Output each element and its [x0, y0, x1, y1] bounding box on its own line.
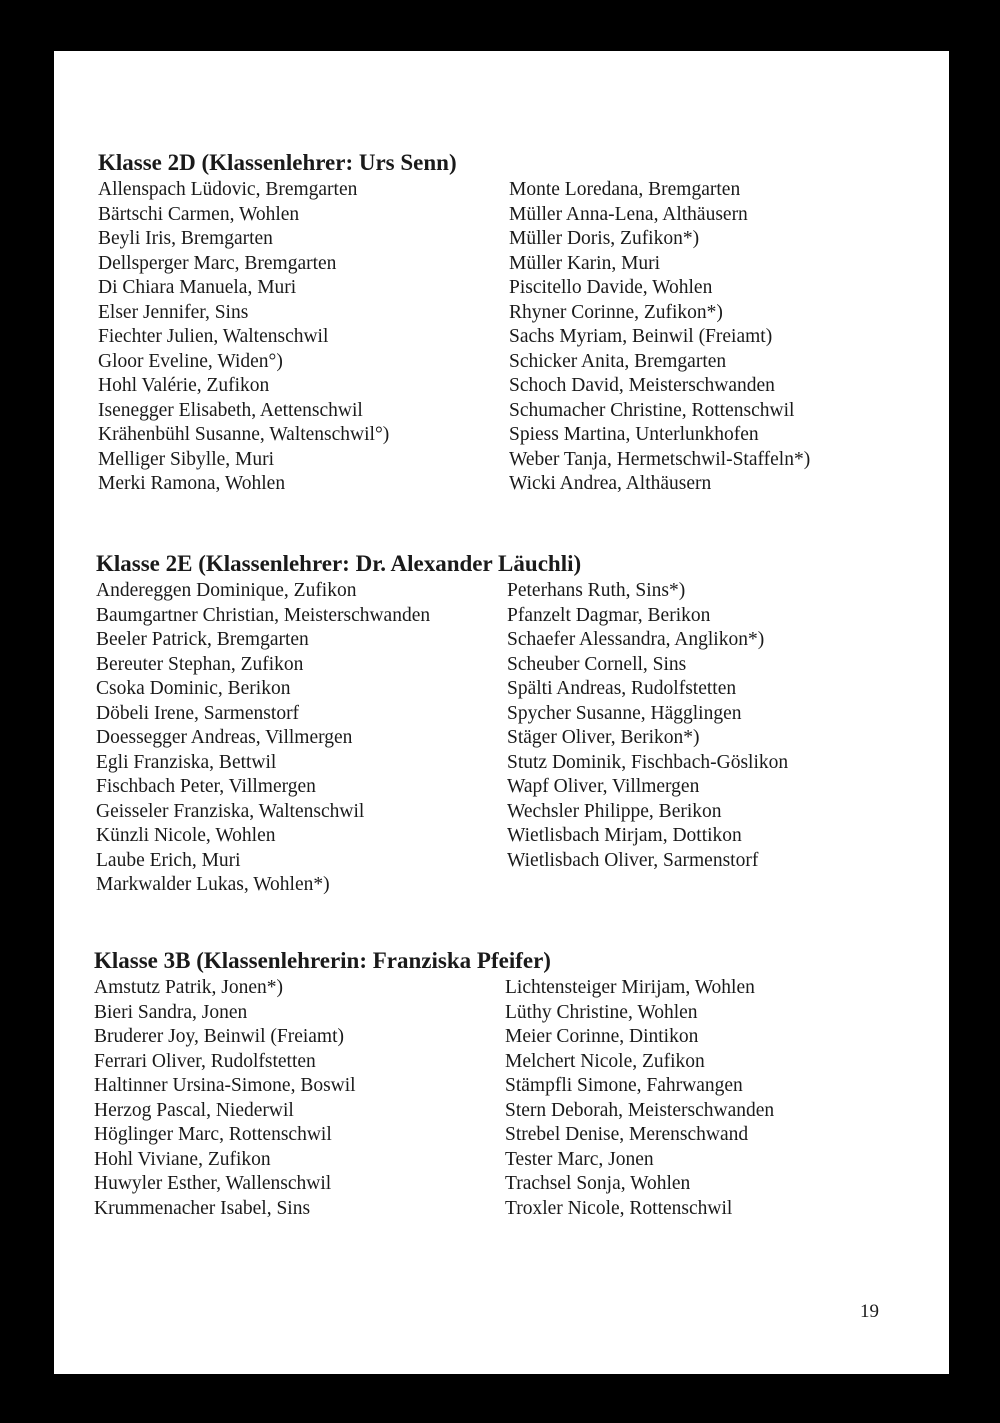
list-item: Spiess Martina, Unterlunkhofen — [509, 424, 759, 445]
list-item: Huwyler Esther, Wallenschwil — [94, 1173, 332, 1194]
list-item: Müller Anna-Lena, Althäusern — [509, 203, 748, 225]
student-list-left — [94, 976, 356, 1221]
list-item: Spycher Susanne, Hägglingen — [507, 702, 742, 724]
list-item: Markwalder Lukas, Wohlen*) — [96, 874, 330, 895]
list-item: Bruderer Joy, Beinwil (Freiamt) — [94, 1026, 345, 1047]
list-item: Tester Marc, Jonen — [505, 1148, 654, 1170]
list-item: Melliger Sibylle, Muri — [98, 448, 275, 470]
list-item: Scheuber Cornell, Sins — [507, 653, 687, 675]
list-item: Wechsler Philippe, Berikon — [507, 800, 722, 822]
list-item: Melchert Nicole, Zufikon — [505, 1050, 705, 1072]
list-item: Schoch David, Meisterschwanden — [509, 375, 775, 396]
list-item: Pfanzelt Dagmar, Berikon — [507, 604, 711, 626]
list-item: Strebel Denise, Merenschwand — [505, 1124, 749, 1145]
list-item: Laube Erich, Muri — [96, 849, 241, 871]
list-item: Schaefer Alessandra, Anglikon*) — [507, 629, 765, 650]
list-item: Künzli Nicole, Wohlen — [96, 825, 276, 846]
class-section-2d — [98, 148, 811, 494]
list-item: Döbeli Irene, Sarmenstorf — [96, 702, 300, 724]
list-item: Baumgartner Christian, Meisterschwanden — [96, 604, 431, 626]
list-item: Herzog Pascal, Niederwil — [94, 1099, 294, 1121]
list-item: Wicki Andrea, Althäusern — [509, 473, 712, 494]
list-item: Bieri Sandra, Jonen — [94, 1001, 248, 1023]
list-item: Csoka Dominic, Berikon — [96, 678, 291, 699]
list-item: Elser Jennifer, Sins — [98, 301, 249, 323]
list-item: Meier Corinne, Dintikon — [505, 1026, 699, 1047]
list-item: Krähenbühl Susanne, Waltenschwil°) — [98, 424, 390, 445]
list-item: Piscitello Davide, Wohlen — [509, 277, 713, 298]
list-item: Fischbach Peter, Villmergen — [96, 776, 316, 797]
list-item: Peterhans Ruth, Sins*) — [507, 580, 686, 601]
list-item: Troxler Nicole, Rottenschwil — [505, 1197, 733, 1219]
list-item: Wietlisbach Mirjam, Dottikon — [507, 825, 742, 846]
list-item: Schumacher Christine, Rottenschwil — [509, 399, 795, 421]
list-item: Beyli Iris, Bremgarten — [98, 228, 273, 249]
list-item: Beeler Patrick, Bremgarten — [96, 629, 309, 650]
list-item: Höglinger Marc, Rottenschwil — [94, 1124, 332, 1145]
list-item: Rhyner Corinne, Zufikon*) — [509, 301, 723, 323]
list-item: Hohl Valérie, Zufikon — [98, 375, 270, 396]
list-item: Trachsel Sonja, Wohlen — [505, 1173, 691, 1194]
list-item: Bärtschi Carmen, Wohlen — [98, 203, 300, 225]
student-list-right — [509, 178, 810, 497]
list-item: Wietlisbach Oliver, Sarmenstorf — [507, 849, 759, 871]
list-item: Bereuter Stephan, Zufikon — [96, 653, 304, 675]
list-item: Sachs Myriam, Beinwil (Freiamt) — [509, 326, 773, 347]
student-list-left — [98, 178, 389, 497]
class-section-2e — [96, 549, 789, 895]
list-item: Monte Loredana, Bremgarten — [509, 179, 741, 200]
list-item: Haltinner Ursina-Simone, Boswil — [94, 1075, 356, 1096]
list-item: Wapf Oliver, Villmergen — [507, 776, 700, 797]
list-item: Doessegger Andreas, Villmergen — [96, 727, 353, 748]
list-item: Müller Karin, Muri — [509, 252, 661, 274]
document-page — [54, 51, 949, 1374]
section-title: Klasse 3B (Klassenlehrerin: Franziska Pfeifer) — [94, 948, 551, 973]
list-item: Lichtensteiger Mirijam, Wohlen — [505, 977, 755, 998]
page-number: 19 — [860, 1301, 879, 1322]
class-section-3b — [94, 946, 775, 1219]
list-item: Isenegger Elisabeth, Aettenschwil — [98, 399, 363, 421]
section-title: Klasse 2E (Klassenlehrer: Dr. Alexander Läuchli) — [96, 551, 582, 576]
section-title: Klasse 2D (Klassenlehrer: Urs Senn) — [98, 150, 457, 175]
list-item: Spälti Andreas, Rudolfstetten — [507, 678, 737, 699]
student-list-right — [505, 976, 774, 1221]
list-item: Stutz Dominik, Fischbach-Göslikon — [507, 751, 789, 773]
list-item: Lüthy Christine, Wohlen — [505, 1001, 698, 1023]
list-item: Müller Doris, Zufikon*) — [509, 228, 700, 249]
list-item: Stern Deborah, Meisterschwanden — [505, 1099, 775, 1121]
list-item: Dellsperger Marc, Bremgarten — [98, 252, 337, 274]
list-item: Gloor Eveline, Widen°) — [98, 350, 283, 372]
student-list-right — [507, 579, 788, 873]
list-item: Andereggen Dominique, Zufikon — [96, 580, 357, 601]
list-item: Fiechter Julien, Waltenschwil — [98, 326, 329, 347]
list-item: Weber Tanja, Hermetschwil-Staffeln*) — [509, 448, 811, 470]
list-item: Amstutz Patrik, Jonen*) — [94, 977, 284, 998]
list-item: Egli Franziska, Bettwil — [96, 751, 277, 773]
list-item: Stäger Oliver, Berikon*) — [507, 727, 700, 748]
list-item: Merki Ramona, Wohlen — [98, 473, 286, 494]
list-item: Krummenacher Isabel, Sins — [94, 1197, 311, 1219]
list-item: Stämpfli Simone, Fahrwangen — [505, 1075, 743, 1096]
list-item: Ferrari Oliver, Rudolfstetten — [94, 1050, 316, 1072]
list-item: Allenspach Lüdovic, Bremgarten — [98, 179, 358, 200]
student-list-left — [96, 579, 430, 898]
list-item: Geisseler Franziska, Waltenschwil — [96, 800, 365, 822]
list-item: Di Chiara Manuela, Muri — [98, 277, 297, 298]
list-item: Schicker Anita, Bremgarten — [509, 350, 727, 372]
list-item: Hohl Viviane, Zufikon — [94, 1148, 271, 1170]
